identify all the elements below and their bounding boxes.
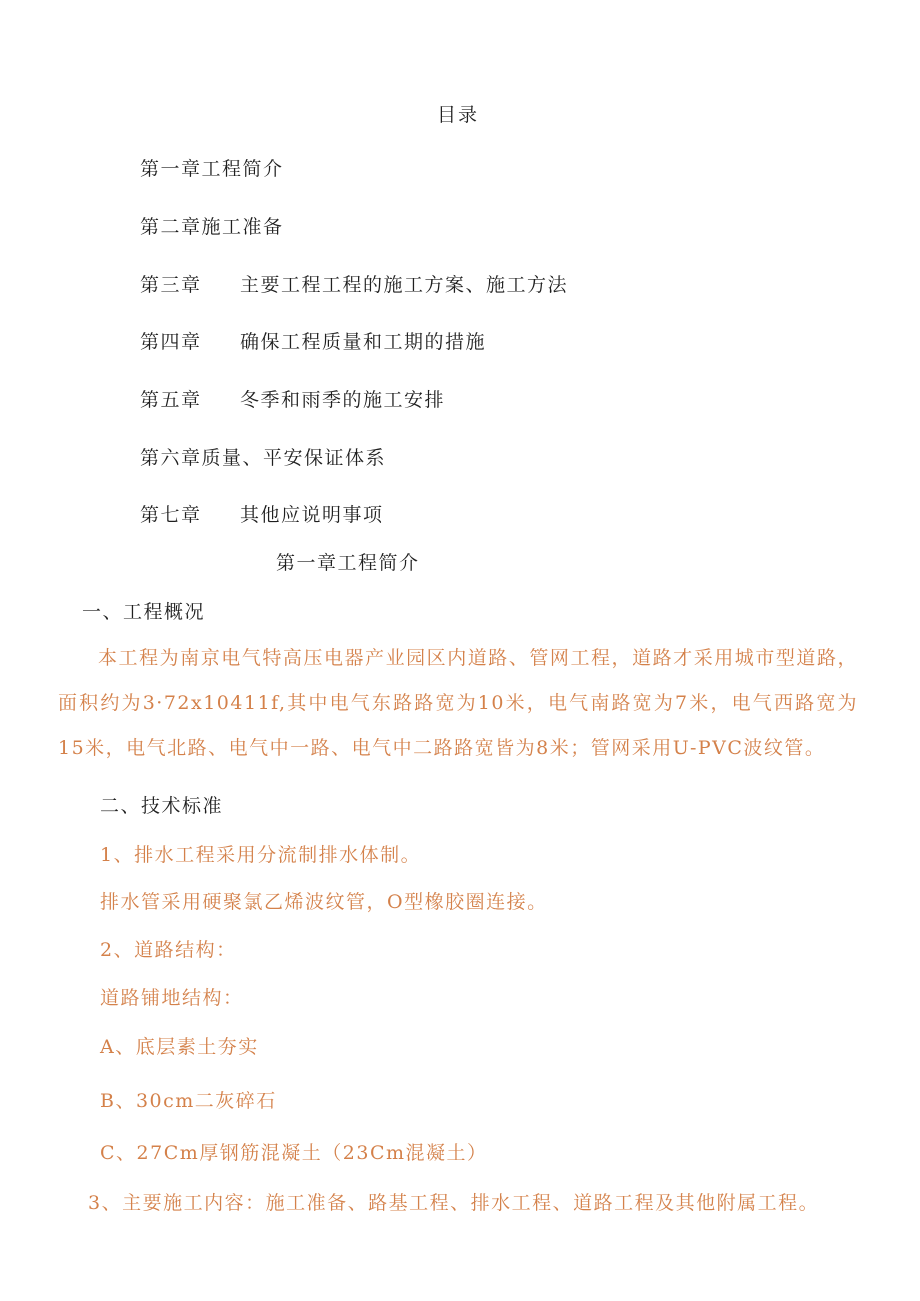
toc-item-text: 质量、平安保证体系 <box>201 447 387 469</box>
toc-item-text: 冬季和雨季的施工安排 <box>240 389 446 411</box>
toc-item-num: 第五章 <box>140 389 202 411</box>
section-heading-overview: 一、工程概况 <box>82 601 206 623</box>
standard-item: 3、主要施工内容：施工准备、路基工程、排水工程、道路工程及其他附属工程。 <box>88 1192 820 1214</box>
toc-item-1 <box>140 157 284 181</box>
standard-item: B、30cm二灰碎石 <box>100 1090 277 1112</box>
toc-item-7 <box>140 503 384 527</box>
toc-item-text: 主要工程工程的施工方案、施工方法 <box>240 274 569 296</box>
toc-item-num: 第二章 <box>140 216 202 238</box>
toc-item-2 <box>140 215 284 239</box>
toc-item-num: 第六章 <box>140 447 202 469</box>
standard-item: 2、道路结构： <box>100 939 237 961</box>
toc-item-5 <box>140 388 445 412</box>
toc-item-num: 第四章 <box>140 331 202 353</box>
toc-item-4 <box>140 330 486 354</box>
toc-item-text: 施工准备 <box>201 216 284 238</box>
standard-item: 道路铺地结构： <box>100 987 244 1009</box>
standard-item: 排水管采用硬聚氯乙烯波纹管，O型橡胶圈连接。 <box>100 891 548 913</box>
toc-item-text: 工程简介 <box>201 158 284 180</box>
toc-item-6 <box>140 446 386 470</box>
toc-item-num: 第七章 <box>140 504 202 526</box>
standard-item: 1、排水工程采用分流制排水体制。 <box>100 844 422 866</box>
toc-item-text: 其他应说明事项 <box>240 504 384 526</box>
toc-item-3 <box>140 273 568 297</box>
section-heading-standards: 二、技术标准 <box>100 795 224 817</box>
overview-paragraph: 本工程为南京电气特高压电器产业园区内道路、管网工程，道路才采用城市型道路，面积约为3·72x10411f,其中电气东路路宽为10米，电气南路宽为7米，电气西路宽为15米，电气北路、电气中一路、电气中二路路宽皆为8米；管网采用U-PVC波纹管。 <box>58 647 858 759</box>
toc-item-num: 第一章 <box>140 158 202 180</box>
standard-item: C、27Cm厚钢筋混凝土（23Cm混凝土） <box>100 1142 488 1164</box>
toc-item-text: 确保工程质量和工期的措施 <box>240 331 487 353</box>
toc-title: 目录 <box>437 104 480 126</box>
toc-item-num: 第三章 <box>140 274 202 296</box>
standard-item: A、底层素土夯实 <box>100 1036 259 1058</box>
chapter-title: 第一章工程简介 <box>276 552 420 574</box>
